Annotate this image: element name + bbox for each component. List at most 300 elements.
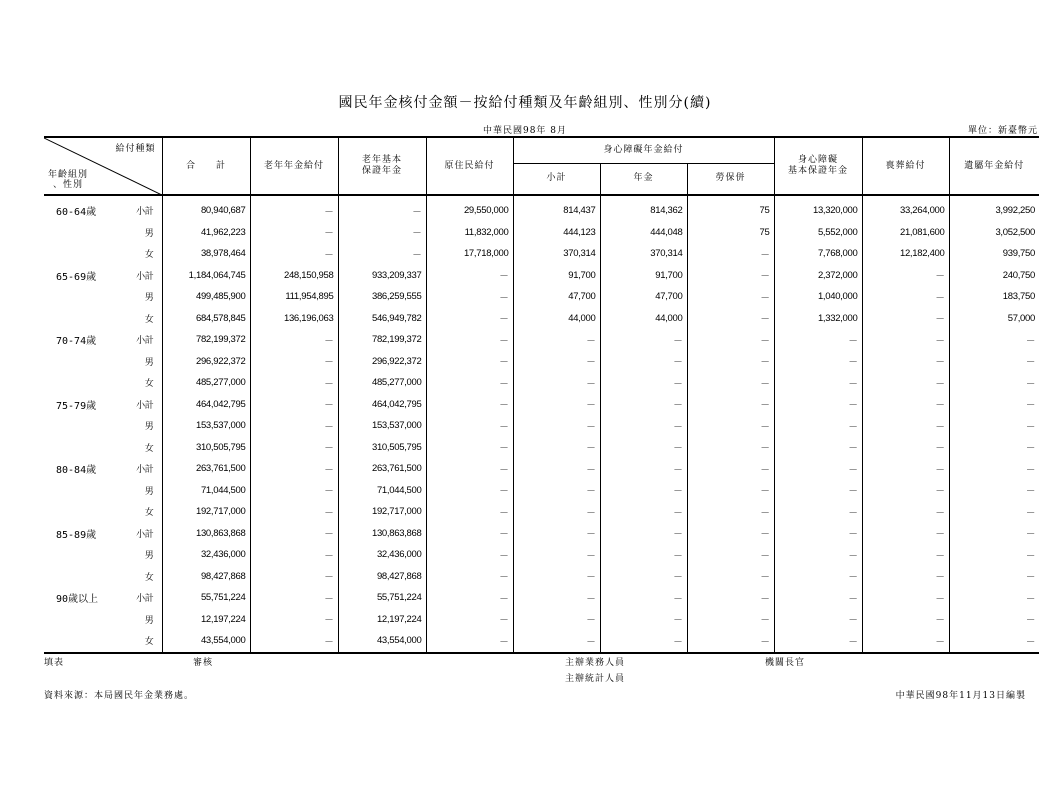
table-row <box>44 609 1039 631</box>
table-row <box>44 587 1039 609</box>
row-age-group: 60-64歲 <box>56 207 97 219</box>
row-sex: 小計 <box>136 207 154 218</box>
row-age-group <box>44 437 116 459</box>
table-cell: － <box>600 566 687 588</box>
table-cell: 80,940,687 <box>162 195 250 222</box>
table-cell: － <box>862 544 949 566</box>
row-age-group <box>44 308 116 330</box>
table-cell: 21,081,600 <box>862 222 949 244</box>
table-cell: － <box>338 195 426 222</box>
table-cell: － <box>774 480 862 502</box>
corner-label-age-group: 年齡組別 <box>48 170 89 180</box>
table-cell: － <box>426 609 513 631</box>
table-cell: 12,197,224 <box>338 609 426 631</box>
row-age-group: 80-84歲 <box>56 465 97 477</box>
header-corner <box>44 137 162 195</box>
table-cell: － <box>862 329 949 351</box>
table-row <box>44 286 1039 308</box>
table-cell: 55,751,224 <box>162 587 250 609</box>
table-cell: 814,362 <box>600 195 687 222</box>
row-age-group <box>44 243 116 265</box>
table-cell: － <box>687 544 774 566</box>
table-cell: 814,437 <box>513 195 600 222</box>
table-body <box>44 195 1039 653</box>
table-cell: － <box>687 415 774 437</box>
col-header-old-age: 老年年金給付 <box>250 137 338 195</box>
table-cell: － <box>513 415 600 437</box>
table-cell: 248,150,958 <box>250 265 338 287</box>
col-header-old-basic-line2: 保證年金 <box>361 166 402 176</box>
table-cell: － <box>862 372 949 394</box>
table-cell: 32,436,000 <box>338 544 426 566</box>
table-cell: － <box>687 265 774 287</box>
table-cell: － <box>949 415 1039 437</box>
table-cell: － <box>600 544 687 566</box>
table-cell: 29,550,000 <box>426 195 513 222</box>
table-cell: － <box>250 501 338 523</box>
row-age-group: 85-89歲 <box>56 529 97 541</box>
table-cell: － <box>949 609 1039 631</box>
table-cell: － <box>513 587 600 609</box>
table-cell: 44,000 <box>600 308 687 330</box>
table-cell: － <box>949 544 1039 566</box>
table-cell: 12,182,400 <box>862 243 949 265</box>
table-cell: － <box>426 286 513 308</box>
table-cell: 444,123 <box>513 222 600 244</box>
table-cell: － <box>426 458 513 480</box>
row-sex: 男 <box>144 422 154 433</box>
table-cell: － <box>600 587 687 609</box>
table-cell: － <box>250 329 338 351</box>
row-age-group <box>44 609 116 631</box>
row-sex: 小計 <box>136 336 154 347</box>
table-cell: － <box>513 544 600 566</box>
table-row <box>44 415 1039 437</box>
table-cell: － <box>862 265 949 287</box>
table-cell: 13,320,000 <box>774 195 862 222</box>
table-cell: － <box>426 501 513 523</box>
table-cell: － <box>513 480 600 502</box>
footer-stats-officer: 主辦統計人員 <box>565 674 626 684</box>
table-cell: 464,042,795 <box>162 394 250 416</box>
row-age-group <box>44 286 116 308</box>
table-cell: － <box>687 243 774 265</box>
table-cell: － <box>862 286 949 308</box>
table-row <box>44 566 1039 588</box>
table-cell: － <box>513 458 600 480</box>
table-cell: － <box>600 501 687 523</box>
table-cell: 57,000 <box>949 308 1039 330</box>
table-cell: 1,184,064,745 <box>162 265 250 287</box>
table-cell: － <box>774 458 862 480</box>
table-cell: 499,485,900 <box>162 286 250 308</box>
row-sex: 小計 <box>136 594 154 605</box>
table-cell: 75 <box>687 222 774 244</box>
row-age-group <box>44 501 116 523</box>
footer-source: 資料來源：本局國民年金業務處。 <box>44 691 195 701</box>
table-cell: － <box>949 394 1039 416</box>
table-cell: 75 <box>687 195 774 222</box>
col-header-disability-labor: 勞保併 <box>687 163 774 195</box>
row-sex: 女 <box>116 630 162 653</box>
table-cell: － <box>862 523 949 545</box>
table-cell: － <box>949 329 1039 351</box>
table-cell: 192,717,000 <box>338 501 426 523</box>
table-cell: － <box>949 523 1039 545</box>
row-sex: 小計 <box>136 529 154 540</box>
table-cell: － <box>687 566 774 588</box>
table-cell: － <box>600 329 687 351</box>
table-cell: － <box>513 566 600 588</box>
col-header-disability-group: 身心障礙年金給付 <box>513 137 774 163</box>
table-cell: 183,750 <box>949 286 1039 308</box>
table-cell: － <box>600 523 687 545</box>
table-cell: － <box>250 372 338 394</box>
table-cell: － <box>687 587 774 609</box>
table-cell: 43,554,000 <box>338 630 426 653</box>
table-cell: － <box>250 195 338 222</box>
table-cell: － <box>687 609 774 631</box>
table-cell: 91,700 <box>513 265 600 287</box>
table-cell: － <box>600 372 687 394</box>
row-sex: 男 <box>144 486 154 497</box>
table-cell: 310,505,795 <box>162 437 250 459</box>
table-cell: － <box>513 501 600 523</box>
row-sex: 男 <box>144 293 154 304</box>
table-cell: 5,552,000 <box>774 222 862 244</box>
row-age-group: 90歲以上 <box>56 594 99 606</box>
row-sex: 男 <box>144 357 154 368</box>
table-cell: － <box>600 480 687 502</box>
table-cell: － <box>687 351 774 373</box>
row-sex: 女 <box>144 508 154 519</box>
table-cell: － <box>426 544 513 566</box>
table-cell: 12,197,224 <box>162 609 250 631</box>
table-cell: － <box>426 437 513 459</box>
col-header-disability-subtotal: 小計 <box>513 163 600 195</box>
row-sex: 小計 <box>136 271 154 282</box>
row-sex: 女 <box>144 443 154 454</box>
table-cell: － <box>949 630 1039 653</box>
table-cell: 939,750 <box>949 243 1039 265</box>
table-cell: 933,209,337 <box>338 265 426 287</box>
table-cell: － <box>774 394 862 416</box>
table-cell: 47,700 <box>600 286 687 308</box>
table-cell: － <box>949 501 1039 523</box>
table-cell: 11,832,000 <box>426 222 513 244</box>
table-cell: 38,978,464 <box>162 243 250 265</box>
table-cell: － <box>949 587 1039 609</box>
col-header-aboriginal: 原住民給付 <box>426 137 513 195</box>
row-age-group <box>44 566 116 588</box>
table-cell: － <box>949 480 1039 502</box>
table-cell: 153,537,000 <box>338 415 426 437</box>
table-cell: 1,040,000 <box>774 286 862 308</box>
corner-label-sex: 、性別 <box>53 180 84 190</box>
row-sex: 女 <box>144 379 154 390</box>
table-cell: － <box>774 372 862 394</box>
table-cell: － <box>338 222 426 244</box>
table-row <box>44 501 1039 523</box>
table-cell: 3,052,500 <box>949 222 1039 244</box>
table-row <box>44 523 1039 545</box>
table-cell: － <box>600 609 687 631</box>
table-cell: 44,000 <box>513 308 600 330</box>
table-cell: － <box>949 437 1039 459</box>
table-row <box>44 195 1039 222</box>
row-age-group: 65-69歲 <box>56 271 97 283</box>
table-cell: 3,992,250 <box>949 195 1039 222</box>
table-cell: － <box>250 523 338 545</box>
table-cell: － <box>774 609 862 631</box>
footer-compiled-date: 中華民國98年11月13日編製 <box>895 691 1026 701</box>
table-cell: 386,259,555 <box>338 286 426 308</box>
table-cell: 1,332,000 <box>774 308 862 330</box>
table-row <box>44 480 1039 502</box>
table-cell: － <box>513 394 600 416</box>
table-cell: － <box>862 566 949 588</box>
table-cell: － <box>250 480 338 502</box>
table-cell: 546,949,782 <box>338 308 426 330</box>
table-cell: 263,761,500 <box>162 458 250 480</box>
col-header-disability-basic-line2: 基本保證年金 <box>788 166 849 176</box>
row-age-group <box>44 372 116 394</box>
row-age-group <box>44 480 116 502</box>
table-cell: 310,505,795 <box>338 437 426 459</box>
table-cell: － <box>687 372 774 394</box>
col-header-survivor: 遺屬年金給付 <box>949 137 1039 195</box>
corner-label-age-sex <box>48 170 88 190</box>
table-cell: － <box>426 372 513 394</box>
table-cell: － <box>338 243 426 265</box>
table-cell: 41,962,223 <box>162 222 250 244</box>
table-cell: － <box>250 394 338 416</box>
table-row <box>44 265 1039 287</box>
table-cell: 240,750 <box>949 265 1039 287</box>
footer-head: 機關長官 <box>765 658 806 668</box>
table-row <box>44 222 1039 244</box>
table-cell: 55,751,224 <box>338 587 426 609</box>
table-cell: 782,199,372 <box>338 329 426 351</box>
pension-table <box>44 136 1039 654</box>
table-cell: － <box>600 394 687 416</box>
row-age-group: 70-74歲 <box>56 336 97 348</box>
table-cell: － <box>687 458 774 480</box>
table-cell: 153,537,000 <box>162 415 250 437</box>
col-header-old-basic <box>338 137 426 195</box>
table-cell: － <box>426 308 513 330</box>
row-sex: 小計 <box>136 400 154 411</box>
table-cell: － <box>250 630 338 653</box>
table-cell: － <box>600 458 687 480</box>
row-sex: 男 <box>144 228 154 239</box>
table-cell: 7,768,000 <box>774 243 862 265</box>
table-cell: － <box>250 351 338 373</box>
table-cell: － <box>426 329 513 351</box>
table-cell: － <box>687 501 774 523</box>
table-cell: － <box>774 415 862 437</box>
table-cell: － <box>862 609 949 631</box>
table-cell: 485,277,000 <box>162 372 250 394</box>
table-cell: － <box>774 523 862 545</box>
table-cell: － <box>687 394 774 416</box>
row-age-group <box>44 222 116 244</box>
footer-filler: 填表 <box>44 658 65 668</box>
unit-label: 單位：新臺幣元 <box>967 126 1038 136</box>
col-header-disability-pension: 年金 <box>600 163 687 195</box>
col-header-total: 合 計 <box>162 137 250 195</box>
table-cell: － <box>862 415 949 437</box>
row-age-group <box>44 415 116 437</box>
table-cell: 370,314 <box>600 243 687 265</box>
table-cell: 370,314 <box>513 243 600 265</box>
table-cell: － <box>774 566 862 588</box>
report-period: 中華民國98年 8月 <box>482 126 568 136</box>
table-cell: － <box>513 630 600 653</box>
row-sex: 男 <box>144 615 154 626</box>
table-cell: － <box>426 630 513 653</box>
table-cell: 43,554,000 <box>162 630 250 653</box>
row-sex: 女 <box>144 250 154 261</box>
footer-business-officer: 主辦業務人員 <box>565 658 626 668</box>
table-cell: 2,372,000 <box>774 265 862 287</box>
table-cell: － <box>426 415 513 437</box>
table-cell: － <box>862 587 949 609</box>
page-title: 國民年金核付金額－按給付種類及年齡組別、性別分(續) <box>338 95 712 111</box>
table-cell: － <box>862 351 949 373</box>
row-age-group: 75-79歲 <box>56 400 97 412</box>
table-row <box>44 630 1039 653</box>
col-header-old-basic-line1: 老年基本 <box>361 155 402 165</box>
table-cell: 17,718,000 <box>426 243 513 265</box>
table-cell: 71,044,500 <box>162 480 250 502</box>
table-cell: － <box>250 544 338 566</box>
table-cell: － <box>949 458 1039 480</box>
row-sex: 男 <box>144 551 154 562</box>
table-cell: － <box>774 351 862 373</box>
table-cell: － <box>862 394 949 416</box>
table-cell: － <box>862 308 949 330</box>
table-cell: － <box>774 544 862 566</box>
table-cell: － <box>513 609 600 631</box>
table-cell: 130,863,868 <box>338 523 426 545</box>
table-cell: 782,199,372 <box>162 329 250 351</box>
table-cell: － <box>426 265 513 287</box>
table-cell: － <box>426 566 513 588</box>
table-cell: － <box>600 437 687 459</box>
table-row <box>44 437 1039 459</box>
table-cell: － <box>250 415 338 437</box>
table-cell: 130,863,868 <box>162 523 250 545</box>
table-cell: － <box>513 351 600 373</box>
table-cell: 98,427,868 <box>162 566 250 588</box>
table-cell: 71,044,500 <box>338 480 426 502</box>
row-age-group <box>44 544 116 566</box>
table-cell: － <box>426 523 513 545</box>
row-age-group <box>44 351 116 373</box>
table-cell: 91,700 <box>600 265 687 287</box>
table-cell: － <box>862 458 949 480</box>
table-cell: － <box>687 437 774 459</box>
table-cell: － <box>600 630 687 653</box>
table-cell: － <box>426 394 513 416</box>
footer-reviewer: 審核 <box>193 658 214 668</box>
table-row <box>44 544 1039 566</box>
table-cell: － <box>513 329 600 351</box>
table-cell: － <box>250 437 338 459</box>
table-row <box>44 243 1039 265</box>
table-cell: 296,922,372 <box>338 351 426 373</box>
table-row <box>44 394 1039 416</box>
table-cell: 464,042,795 <box>338 394 426 416</box>
table-cell: － <box>250 222 338 244</box>
table-cell: － <box>687 480 774 502</box>
table-cell: － <box>949 566 1039 588</box>
table-cell: － <box>513 523 600 545</box>
table-cell: － <box>687 523 774 545</box>
table-cell: － <box>862 437 949 459</box>
row-sex: 女 <box>144 314 154 325</box>
table-cell: － <box>687 630 774 653</box>
table-cell: － <box>862 630 949 653</box>
table-cell: － <box>862 501 949 523</box>
col-header-funeral: 喪葬給付 <box>862 137 949 195</box>
table-cell: － <box>513 437 600 459</box>
table-cell: － <box>774 437 862 459</box>
table-cell: － <box>774 501 862 523</box>
table-cell: － <box>250 566 338 588</box>
table-cell: － <box>949 372 1039 394</box>
table-cell: － <box>426 351 513 373</box>
table-cell: 485,277,000 <box>338 372 426 394</box>
table-cell: － <box>426 480 513 502</box>
table-cell: 296,922,372 <box>162 351 250 373</box>
table-cell: － <box>687 308 774 330</box>
table-row <box>44 372 1039 394</box>
table-cell: － <box>687 286 774 308</box>
table-cell: － <box>600 415 687 437</box>
table-cell: 32,436,000 <box>162 544 250 566</box>
table-cell: － <box>862 480 949 502</box>
table-cell: － <box>250 458 338 480</box>
table-cell: 33,264,000 <box>862 195 949 222</box>
table-cell: 192,717,000 <box>162 501 250 523</box>
table-cell: － <box>250 243 338 265</box>
table-row <box>44 329 1039 351</box>
corner-label-benefit-type: 給付種類 <box>115 144 156 154</box>
table-cell: － <box>426 587 513 609</box>
table-cell: 111,954,895 <box>250 286 338 308</box>
table-cell: － <box>774 630 862 653</box>
table-row <box>44 308 1039 330</box>
table-cell: 684,578,845 <box>162 308 250 330</box>
table-cell: － <box>600 351 687 373</box>
table-cell: － <box>774 587 862 609</box>
table-cell: 136,196,063 <box>250 308 338 330</box>
row-sex: 女 <box>144 572 154 583</box>
table-cell: 98,427,868 <box>338 566 426 588</box>
table-cell: － <box>774 329 862 351</box>
row-sex: 小計 <box>136 465 154 476</box>
table-cell: 444,048 <box>600 222 687 244</box>
table-cell: 47,700 <box>513 286 600 308</box>
table-row <box>44 351 1039 373</box>
table-row <box>44 458 1039 480</box>
table-cell: － <box>513 372 600 394</box>
row-age-group <box>44 630 116 653</box>
table-cell: － <box>250 609 338 631</box>
col-header-disability-basic-line1: 身心障礙 <box>798 155 839 165</box>
